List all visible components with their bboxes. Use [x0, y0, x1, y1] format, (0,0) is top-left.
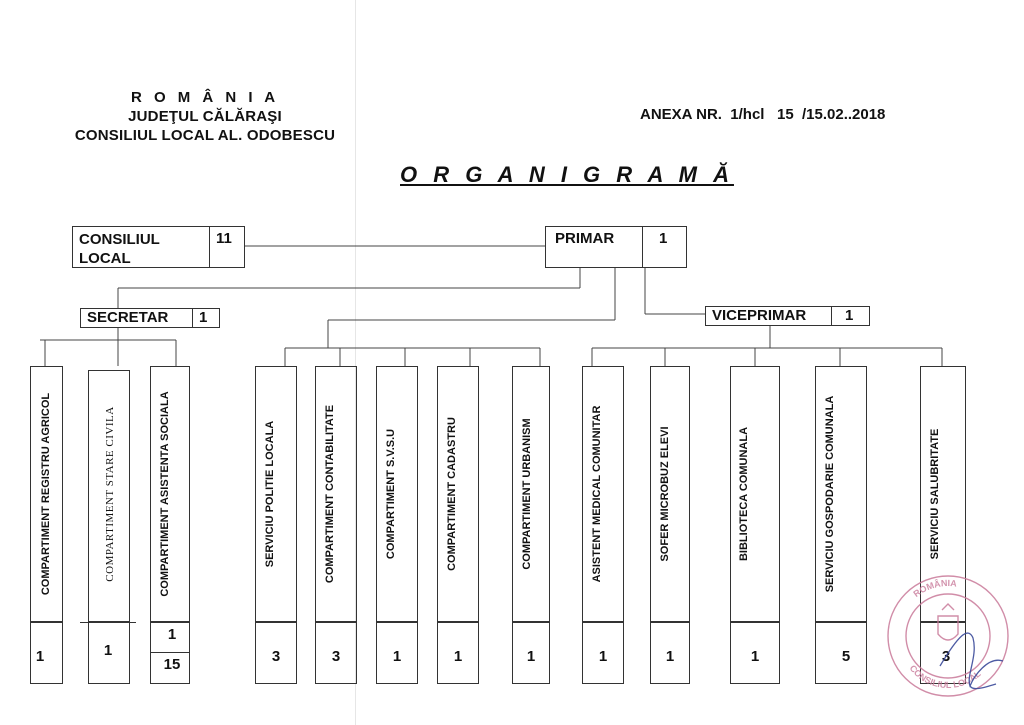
department-count: 1	[526, 648, 536, 665]
primar-count: 1	[659, 230, 668, 247]
department-count: 3	[941, 648, 951, 665]
svg-text:CONSILIUL LOCAL: CONSILIUL LOCAL	[907, 663, 983, 691]
annex-reference: ANEXA NR. 1/hcl 15 /15.02..2018	[640, 106, 886, 123]
department-count: 1	[392, 648, 402, 665]
department-count: 1	[750, 648, 760, 665]
council-name: CONSILIUL LOCAL AL. ODOBESCU	[74, 127, 336, 144]
department-count: 1	[453, 648, 463, 665]
department-label: COMPARTIMENT ASISTENTA SOCIALA	[159, 391, 171, 597]
department-box	[315, 366, 357, 622]
department-count: 3	[271, 648, 281, 665]
county-name: JUDEŢUL CĂLĂRAŞI	[128, 108, 282, 125]
viceprimar-count: 1	[845, 307, 854, 324]
department-label: COMPARTIMENT CADASTRU	[446, 417, 458, 571]
department-label: BIBLIOTECA COMUNALA	[738, 426, 750, 562]
secretar-count: 1	[199, 309, 208, 326]
viceprimar-box	[705, 306, 870, 326]
department-label: COMPARTIMENT URBANISM	[521, 418, 533, 570]
department-label: SERVICIU POLITIE LOCALA	[264, 420, 276, 568]
secretar-label: SECRETAR	[87, 309, 169, 326]
department-label: COMPARTIMENT REGISTRU AGRICOL	[40, 392, 52, 596]
svg-text:ROMÂNIA: ROMÂNIA	[911, 577, 958, 600]
department-label: COMPARTIMENT STARE CIVILA	[104, 406, 116, 582]
department-count: 5	[841, 648, 851, 665]
department-count: 3	[331, 648, 341, 665]
consiliul-local-label	[79, 230, 160, 268]
department-label: SERVICIU SALUBRITATE	[929, 428, 941, 560]
department-count: 1	[103, 642, 113, 659]
department-count-top: 1	[167, 626, 177, 643]
divider	[831, 307, 832, 325]
divider	[192, 309, 193, 327]
consiliul-count: 11	[216, 230, 232, 247]
department-count: 15	[163, 656, 181, 673]
viceprimar-label: VICEPRIMAR	[712, 307, 807, 324]
department-count: 1	[598, 648, 608, 665]
department-count: 1	[665, 648, 675, 665]
divider	[80, 622, 136, 623]
department-count: 1	[35, 648, 45, 665]
primar-label: PRIMAR	[555, 230, 615, 247]
divider	[642, 227, 643, 267]
consiliul-label-line1: CONSILIUL	[79, 231, 160, 248]
document-title: O R G A N I G R A M Ă	[400, 162, 734, 187]
department-box	[437, 366, 479, 622]
department-label: SOFER MICROBUZ ELEVI	[659, 426, 671, 562]
department-box	[815, 366, 867, 622]
department-box	[255, 366, 297, 622]
country-name: R O M Â N I A	[130, 89, 280, 106]
department-label: SERVICIU GOSPODARIE COMUNALA	[824, 395, 836, 593]
divider	[150, 652, 190, 653]
department-label: COMPARTIMENT S.V.S.U	[385, 428, 397, 560]
consiliul-label-line2: LOCAL	[79, 250, 131, 267]
official-stamp-seal	[878, 566, 1018, 706]
department-label: ASISTENT MEDICAL COMUNITAR	[591, 405, 603, 583]
department-label: COMPARTIMENT CONTABILITATE	[324, 404, 336, 584]
divider	[209, 227, 210, 267]
primar-box	[545, 226, 687, 268]
department-box	[582, 366, 624, 622]
consiliul-local-box	[72, 226, 245, 268]
department-box	[376, 366, 418, 622]
secretar-box	[80, 308, 220, 328]
